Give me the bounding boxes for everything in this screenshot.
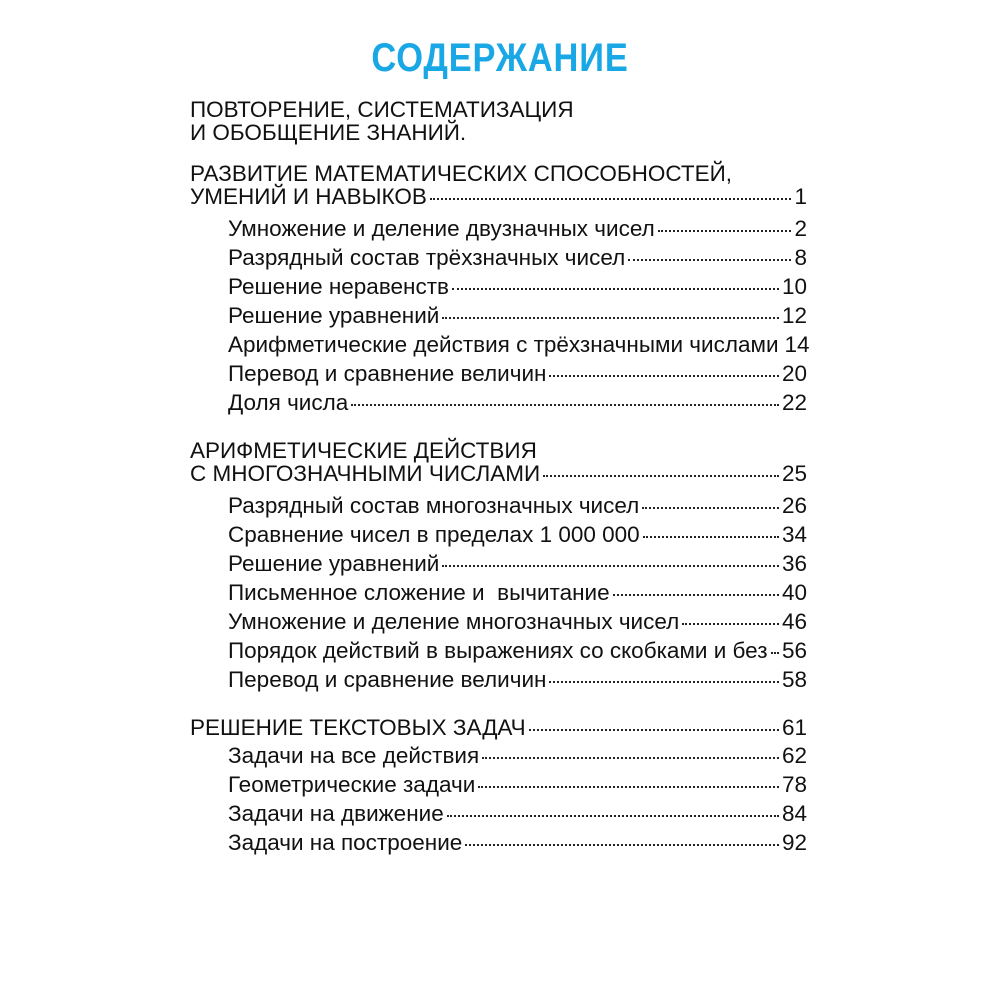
toc-subitems [190,491,807,694]
dot-leader [351,404,779,406]
toc-item[interactable] [228,359,807,388]
dot-leader [549,375,779,377]
page-number: 56 [781,638,807,663]
dot-leader [771,652,779,654]
page-number: 26 [781,493,807,518]
toc-item-label: Геометрические задачи [228,772,476,797]
section-title-line: И ОБОБЩЕНИЕ ЗНАНИЙ. [190,120,467,145]
toc-item[interactable] [228,665,807,694]
toc-item-label: Порядок действий в выражениях со скобками и без [228,638,768,663]
toc-section-heading-entry[interactable] [190,462,807,485]
section-title-line: РЕШЕНИЕ ТЕКСТОВЫХ ЗАДАЧ [190,715,526,740]
toc-item-label: Письменное сложение и вычитание [228,580,610,605]
page-number: 1 [794,184,807,209]
table-of-contents [190,97,810,875]
page-number: 22 [781,390,807,415]
dot-leader [447,815,779,817]
toc-item[interactable] [228,828,807,857]
toc-item-label: Разрядный состав трёхзначных чисел [228,245,626,270]
dot-leader [543,475,779,477]
toc-item-label: Решение уравнений [228,303,440,328]
toc-section-word-problems [190,716,807,857]
section-title-line: С МНОГОЗНАЧНЫМИ ЧИСЛАМИ [190,461,541,486]
dot-leader [478,786,779,788]
page-number: 92 [781,830,807,855]
toc-item[interactable] [228,491,807,520]
page-number: 25 [781,461,807,486]
toc-item-label: Задачи на все действия [228,743,480,768]
page-number: 20 [781,361,807,386]
dot-leader [642,507,779,509]
page-number: 62 [781,743,807,768]
page-number: 61 [781,715,807,740]
dot-leader [452,288,779,290]
page-number: 12 [781,303,807,328]
toc-section-review [190,98,807,144]
toc-item[interactable] [228,741,807,770]
page-number: 8 [794,245,807,270]
dot-leader [442,565,779,567]
page-number: 40 [781,580,807,605]
toc-item[interactable] [228,388,807,417]
toc-item-label: Умножение и деление двузначных чисел [228,216,655,241]
toc-section-skills [190,161,810,417]
toc-item[interactable] [228,330,810,359]
toc-item-label: Сравнение чисел в пределах 1 000 000 [228,522,640,547]
toc-item[interactable] [228,770,807,799]
toc-item[interactable] [228,549,807,578]
dot-leader [682,623,779,625]
dot-leader [482,757,779,759]
dot-leader [465,844,779,846]
section-title-line: УМЕНИЙ И НАВЫКОВ [190,184,427,209]
toc-item-label: Задачи на движение [228,801,444,826]
toc-item-label: Доля числа [228,390,349,415]
dot-leader [628,259,791,261]
toc-item-label: Умножение и деление многозначных чисел [228,609,680,634]
toc-item-label: Перевод и сравнение величин [228,361,547,386]
dot-leader [529,729,779,731]
page-number: 58 [781,667,807,692]
toc-item[interactable] [228,799,807,828]
toc-item[interactable] [228,214,807,243]
section-title-line: ПОВТОРЕНИЕ, СИСТЕМАТИЗАЦИЯ [190,97,574,122]
section-title-line: АРИФМЕТИЧЕСКИЕ ДЕЙСТВИЯ [190,438,537,463]
toc-subitems [190,214,810,417]
page-title: СОДЕРЖАНИЕ [371,36,629,80]
page-number: 14 [784,332,810,357]
dot-leader [442,317,779,319]
toc-section-heading-entry[interactable] [190,185,807,208]
dot-leader [658,230,792,232]
dot-leader [613,594,779,596]
toc-item[interactable] [228,607,807,636]
page-number: 78 [781,772,807,797]
dot-leader [430,198,792,200]
toc-item-label: Арифметические действия с трёхзначными числами [228,332,779,357]
toc-item-label: Задачи на построение [228,830,463,855]
dot-leader [549,681,779,683]
page-number: 2 [794,216,807,241]
toc-item-label: Решение неравенств [228,274,449,299]
dot-leader [643,536,779,538]
toc-item[interactable] [228,578,807,607]
section-title-line: РАЗВИТИЕ МАТЕМАТИЧЕСКИХ СПОСОБНОСТЕЙ, [190,161,733,186]
page-number: 34 [781,522,807,547]
page-number: 46 [781,609,807,634]
toc-item-label: Решение уравнений [228,551,440,576]
toc-item[interactable] [228,636,807,665]
toc-item[interactable] [228,301,807,330]
page-number: 36 [781,551,807,576]
toc-section-heading-entry[interactable] [190,716,807,739]
toc-item-label: Разрядный состав многозначных чисел [228,493,640,518]
toc-item[interactable] [228,520,807,549]
page-number: 84 [781,801,807,826]
toc-item[interactable] [228,272,807,301]
toc-section-arithmetic [190,439,807,694]
page-number: 10 [781,274,807,299]
toc-item-label: Перевод и сравнение величин [228,667,547,692]
toc-item[interactable] [228,243,807,272]
toc-subitems [190,741,807,857]
